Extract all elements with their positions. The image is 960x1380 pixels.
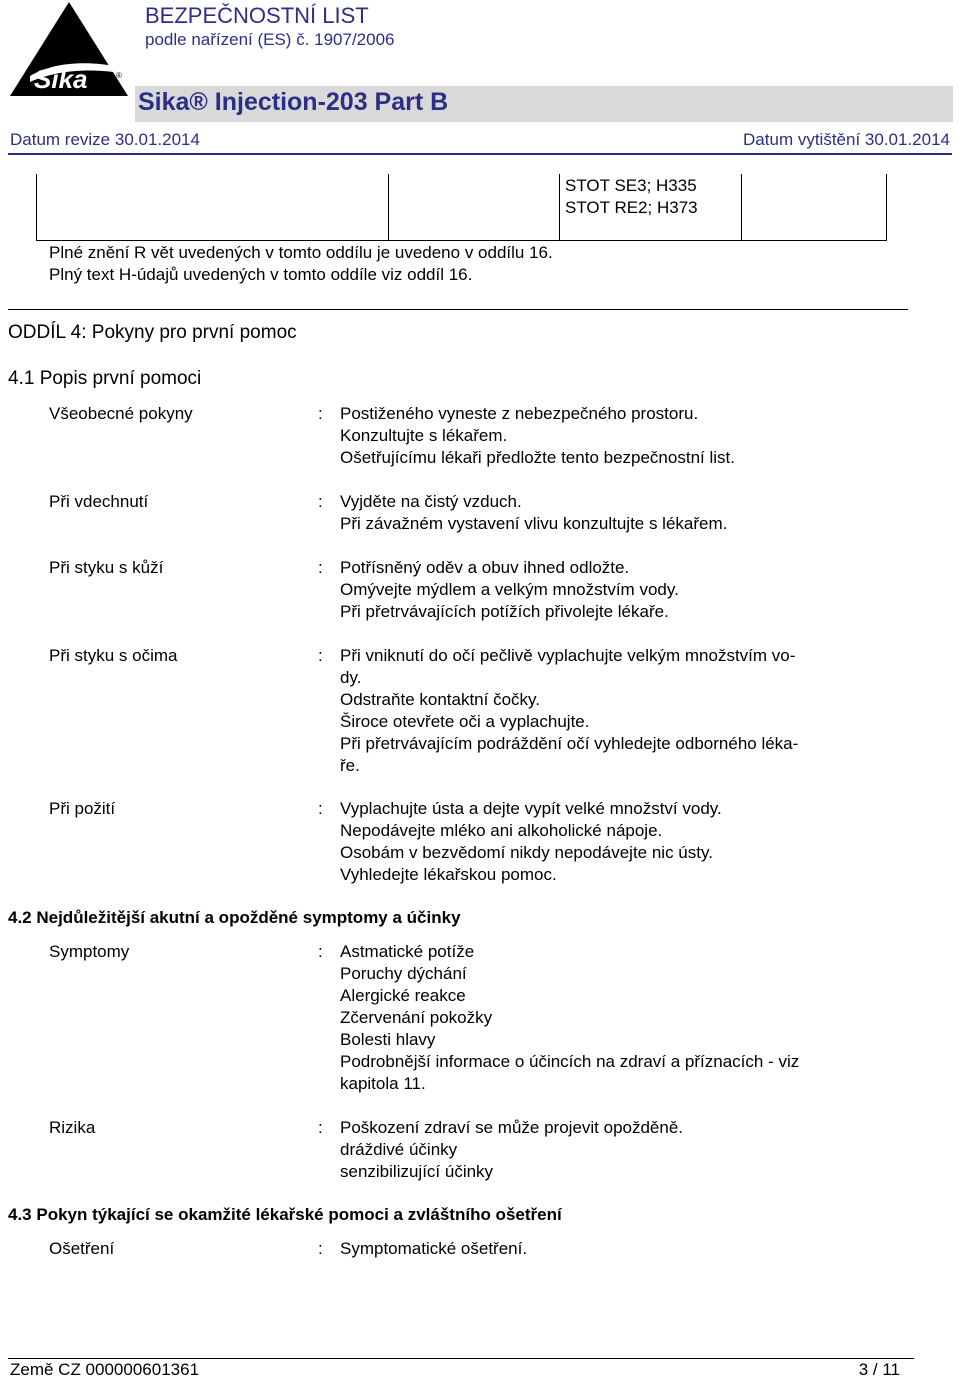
item-label: Při požití xyxy=(49,799,116,818)
item-label: Ošetření xyxy=(49,1239,115,1258)
item-value: Při vniknutí do očí pečlivě vyplachujte velkým množstvím vo- dy. Odstraňte kontaktní čočky. Široce otevřete oči a vyplachujte. Při přetrvávajícím podráždění očí vyhledejte odborného léka- ře. xyxy=(340,646,799,775)
note-r-phrases: Plné znění R vět uvedených v tomto oddílu je uvedeno v oddílu 16. xyxy=(49,243,553,262)
item-colon: : xyxy=(318,799,323,818)
page-number: 3 / 11 xyxy=(858,1360,900,1379)
classification-line: STOT SE3; H335 xyxy=(565,176,697,195)
note-h-statements: Plný text H-údajů uvedených v tomto oddíle viz oddíl 16. xyxy=(49,265,473,284)
item-label: Všeobecné pokyny xyxy=(49,404,193,423)
document-title: BEZPEČNOSTNÍ LIST xyxy=(145,3,369,28)
subsection-title: 4.1 Popis první pomoci xyxy=(8,368,202,389)
item-label: Rizika xyxy=(49,1118,96,1137)
revision-date: Datum revize 30.01.2014 xyxy=(10,130,200,149)
subsection-title: 4.3 Pokyn týkající se okamžité lékařské pomoci a zvláštního ošetření xyxy=(8,1205,562,1224)
item-colon: : xyxy=(318,942,323,961)
item-colon: : xyxy=(318,558,323,577)
section-title: ODDÍL 4: Pokyny pro první pomoc xyxy=(8,322,297,343)
header-divider xyxy=(8,153,952,155)
item-value: Vyplachujte ústa a dejte vypít velké množství vody. Nepodávejte mléko ani alkoholické nápoje. Osobám v bezvědomí nikdy nepodávejte nic ústy. Vyhledejte lékařskou pomoc. xyxy=(340,799,722,884)
footer-document-id: Země CZ 000000601361 xyxy=(10,1360,200,1379)
classification-line: STOT RE2; H373 xyxy=(565,198,698,217)
item-value: Poškození zdraví se může projevit opožděně. dráždivé účinky senzibilizující účinky xyxy=(340,1118,684,1181)
print-date: Datum vytištění 30.01.2014 xyxy=(743,130,950,149)
item-value: Vyjděte na čistý vzduch. Při závažném vystavení vlivu konzultujte s lékařem. xyxy=(340,492,728,533)
section-divider xyxy=(8,309,908,310)
sika-logo xyxy=(10,2,128,96)
item-value: Postiženého vyneste z nebezpečného prostoru. Konzultujte s lékařem. Ošetřujícímu lékaři předložte tento bezpečnostní list. xyxy=(340,404,735,467)
item-label: Při styku s očima xyxy=(49,646,178,665)
item-colon: : xyxy=(318,646,323,665)
footer-divider xyxy=(8,1358,914,1359)
item-colon: : xyxy=(318,1118,323,1137)
document-subtitle: podle nařízení (ES) č. 1907/2006 xyxy=(145,30,395,49)
item-colon: : xyxy=(318,492,323,511)
item-label: Při styku s kůží xyxy=(49,558,164,577)
item-colon: : xyxy=(318,404,323,423)
item-colon: : xyxy=(318,1239,323,1258)
item-value: Symptomatické ošetření. xyxy=(340,1239,528,1258)
item-label: Při vdechnutí xyxy=(49,492,149,511)
item-value: Astmatické potíže Poruchy dýchání Alergické reakce Zčervenání pokožky Bolesti hlavy Podrobnější informace o účincích na zdraví a příznacích - viz kapitola 11. xyxy=(340,942,800,1093)
svg-text:Sika: Sika xyxy=(34,64,88,94)
svg-text:®: ® xyxy=(116,71,122,80)
product-name: Sika® Injection-203 Part B xyxy=(138,88,449,116)
subsection-title: 4.2 Nejdůležitější akutní a opožděné symptomy a účinky xyxy=(8,908,461,927)
item-label: Symptomy xyxy=(49,942,130,961)
item-value: Potřísněný oděv a obuv ihned odložte. Omývejte mýdlem a velkým množstvím vody. Při přetrvávajících potížích přivolejte lékaře. xyxy=(340,558,679,621)
